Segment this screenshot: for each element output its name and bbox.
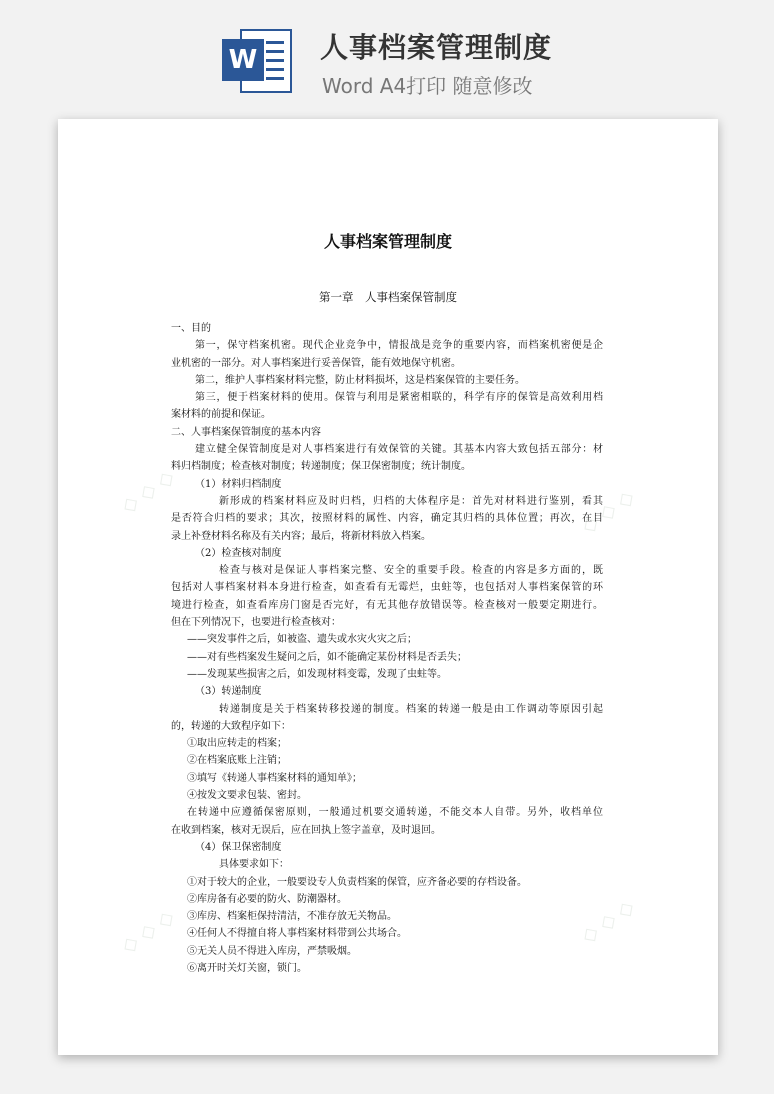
text-line: 业机密的一部分。对人事档案进行妥善保管，能有效地保守机密。 [171, 357, 461, 369]
text-line: ①对于较大的企业，一般要设专人负责档案的保管，应齐备必要的存档设备。 [187, 876, 527, 888]
text-line: 的，转递的大致程序如下： [171, 720, 291, 732]
document-title: 人事档案管理制度 [323, 232, 452, 251]
text-line: 在收到档案，核对无误后，应在回执上签字盖章，及时退回。 [171, 824, 441, 836]
text-line: ②在档案底账上注销； [187, 755, 287, 767]
text-line: ①取出应转走的档案； [187, 738, 287, 750]
header-subtitle: Word A4打印 随意修改 [322, 74, 533, 98]
text-line: ——对有些档案发生疑问之后，如不能确定某份材料是否丢失； [187, 651, 467, 663]
text-line: （1）材料归档制度 [195, 478, 282, 490]
text-line: 录上补登材料名称及有关内容；最后，将新材料放入档案。 [171, 530, 431, 542]
document-body [171, 320, 603, 977]
text-line: 料归档制度；检查核对制度；转递制度；保卫保密制度；统计制度。 [171, 461, 471, 473]
header-title: 人事档案管理制度 [320, 31, 553, 64]
text-line: 第三，便于档案材料的使用。保管与利用是紧密相联的，科学有序的保管是高效利用档 [195, 392, 603, 404]
watermark: ◇ ◇ ◇ [576, 894, 639, 948]
text-line: 是否符合归档的要求；其次，按照材料的属性、内容，确定其归档的具体位置；再次，在目 [171, 513, 603, 525]
text-line: 境进行检查，如查看库房门窗是否完好，有无其他存放错误等。检查核对一般要定期进行。 [171, 599, 603, 611]
text-line: 具体要求如下： [219, 859, 289, 871]
text-line: 检查与核对是保证人事档案完整、安全的重要手段。检查的内容是多方面的，既 [219, 565, 603, 577]
preview-header [0, 0, 774, 110]
text-line: 二、人事档案保管制度的基本内容 [171, 426, 321, 438]
text-line: 但在下列情况下，也要进行检查核对： [171, 617, 341, 629]
text-line: 包括对人事档案材料本身进行检查，如查看有无霉烂，虫蛀等，也包括对人事档案保管的环 [171, 582, 603, 594]
word-badge: W [222, 39, 264, 81]
watermark: ◇ ◇ ◇ [116, 464, 179, 518]
text-line: 建立健全保管制度是对人事档案进行有效保管的关键。其基本内容大致包括五部分：材 [195, 444, 603, 456]
text-line: ——发现某些损害之后，如发现材料变霉，发现了虫蛀等。 [187, 668, 447, 680]
word-document-icon [222, 25, 294, 97]
text-line: 新形成的档案材料应及时归档，归档的大体程序是：首先对材料进行鉴别，看其 [219, 495, 603, 507]
document-page [58, 119, 718, 1055]
chapter-heading: 第一章 人事档案保管制度 [319, 290, 457, 304]
text-line: ④按发文要求包装、密封。 [187, 790, 307, 802]
text-line: ③库房、档案柜保持清洁，不准存放无关物品。 [187, 911, 397, 923]
text-line: （4）保卫保密制度 [195, 841, 282, 853]
text-line: ——突发事件之后，如被盗、遗失或水灾火灾之后； [187, 634, 417, 646]
text-line: 第一，保守档案机密。现代企业竞争中，情报战是竞争的重要内容，而档案机密便是企 [195, 340, 603, 352]
text-line: 转递制度是关于档案转移投递的制度。档案的转递一般是由工作调动等原因引起 [219, 703, 603, 715]
text-line: ②库房备有必要的防火、防潮器材。 [187, 893, 347, 905]
watermark: ◇ ◇ ◇ [116, 904, 179, 958]
text-line: ⑥离开时关灯关窗，锁门。 [187, 962, 307, 974]
watermark: ◇ ◇ ◇ [576, 484, 639, 538]
text-line: 第二，维护人事档案材料完整，防止材料损坏，这是档案保管的主要任务。 [195, 374, 525, 386]
text-line: ③填写《转递人事档案材料的通知单》； [187, 772, 362, 784]
text-line: 案材料的前提和保证。 [171, 409, 271, 421]
text-line: 一、目的 [171, 323, 211, 334]
text-line: ④任何人不得擅自将人事档案材料带到公共场合。 [187, 928, 407, 940]
text-line: 在转递中应遵循保密原则，一般通过机要交通转递，不能交本人自带。另外，收档单位 [187, 807, 603, 819]
text-line: ⑤无关人员不得进入库房，严禁吸烟。 [187, 945, 357, 957]
text-line: （3）转递制度 [195, 686, 262, 698]
text-line: （2）检查核对制度 [195, 547, 282, 559]
